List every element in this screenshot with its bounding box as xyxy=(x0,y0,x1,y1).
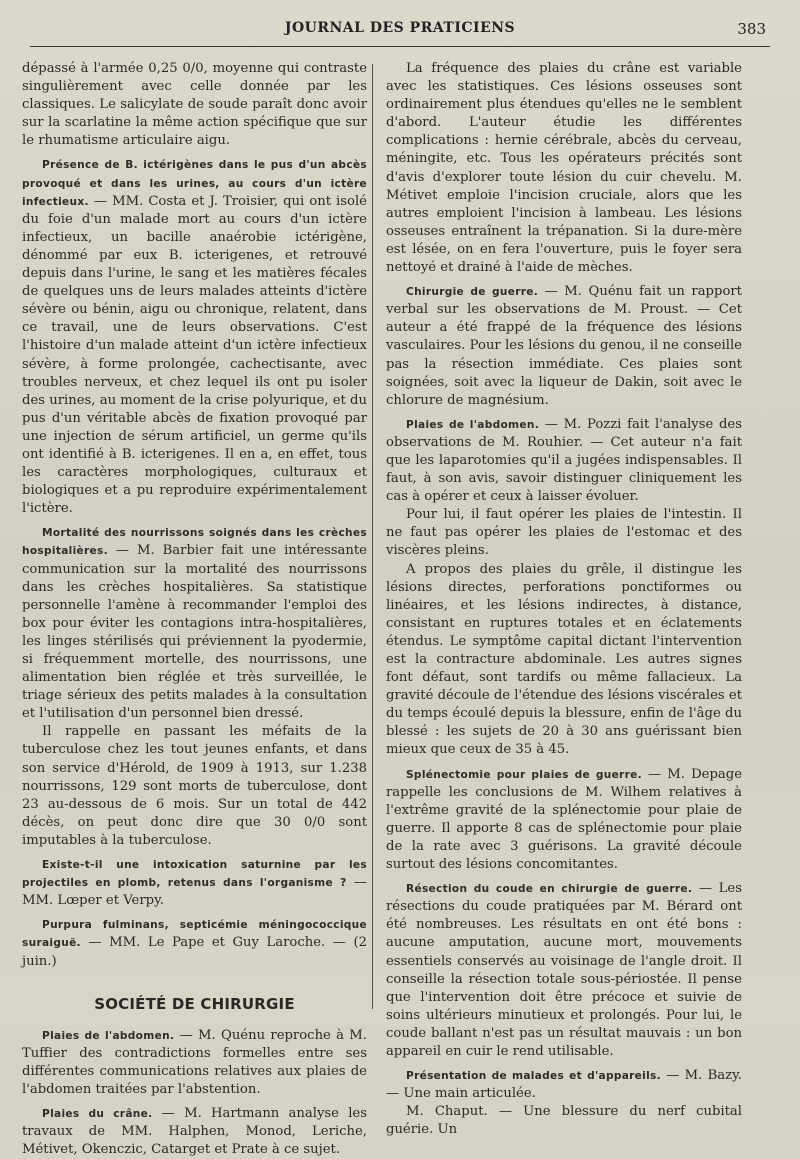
article-saturnisme xyxy=(22,856,367,910)
article-plaies-abdomen xyxy=(22,1027,367,1099)
article-presentation xyxy=(386,1067,742,1103)
section-text: — MM. Costa et J. Troisier, qui ont isolé du foie d'un malade mort au cours d'un ictère infectieux, un bacille anaérobie ictérigène, dénommé par eux B. icterigenes, et retrouvé depuis dans l'urine, le sang et les matières fécales de quelques uns de leurs malades atteints d'ictère sévère ou bénin, aigu ou chronique, relatent, dans ce travail, une de leurs observations. C'est l'histoire d'un malade atteint d'un ictère infectieux sévère, à forme prolongée, cachectisante, avec troubles nerveux, et chez lequel ils ont pu isoler des urines, au moment de la crise polyurique, et du pus d'un véritable abcès de fixation provoqué par une injection de sérum artificiel, un germe qu'ils ont identifié à B. icterigenes. Il en a, en effet, tous les caractères morphologiques, culturaux et biologiques et a pu reproduire expérimentalement l'ictère. xyxy=(22,193,367,517)
section-heading: Mortalité des nourrissons soignés dans les crèches hospitalières. xyxy=(22,527,367,558)
page-number: 383 xyxy=(737,20,766,38)
article-plaies-abdomen-pozzi xyxy=(386,416,742,506)
article-ictere xyxy=(22,156,367,518)
right-column xyxy=(386,60,742,1139)
section-heading: Présence de B. ictérigènes dans le pus d'un abcès provoqué et dans les urines, au cours d'un ictère infectieux. xyxy=(22,159,367,208)
section-text: — M. Quénu fait un rapport verbal sur les observations de M. Proust. — Cet auteur a été frappé de la fréquence des lésions vasculaires. Pour les lésions du genou, il ne conseille pas la résection immédiate. Ces plaies sont soignées, soit avec la liqueur de Dakin, soit avec le chlorure de magnésium. xyxy=(386,284,742,408)
article-splenectomie xyxy=(386,766,742,875)
section-text: — MM. Le Pape et Guy Laroche. — (2 juin.) xyxy=(22,935,367,969)
section-text: — M. Pozzi fait l'analyse des observations de M. Rouhier. — Cet auteur n'a fait que les laparotomies qu'il a jugées indispensables. Il faut, à son avis, savoir distinguer cliniquement les cas à opérer et ceux à laisser évoluer. xyxy=(386,416,743,505)
paragraph: A propos des plaies du grêle, il distingue les lésions directes, perforations ponctiformes ou linéaires, et les lésions indirectes, à distance, consistant en ruptures totales et en éclatements étendus. Le symptôme capital dictant l'intervention est la contracture abdominale. Les autres signes font défaut, sont tardifs ou même fallacieux. La gravité découle de l'étendue des lésions viscérales et du temps écoulé depuis la blessure, enfin de l'âge du blessé : les sujets de 20 à 30 ans guérissant bien mieux que ceux de 35 à 45. xyxy=(386,561,742,758)
section-text: — M. Barbier fait une intéressante communication sur la mortalité des nourrissons dans les crèches hospitalières. Sa statistique personnelle l'amène à recommander l'emploi des box pour éviter les contagions intra-hospitalières, les linges stérilisés qui préviennent la pyodermie, si fréquemment mortelle, des nourrissons, une alimentation bien réglée et très surveillée, le triage sérieux des petits malades à la consultation et l'utilisation d'un personnel bien dressé. xyxy=(22,543,367,722)
section-heading: Plaies de l'abdomen. xyxy=(406,418,540,431)
section-text: — M. Depage rappelle les conclusions de M. Wilhem relatives à l'extrême gravité de la splénectomie pour plaie de guerre. Il apporte 8 cas de splénectomie pour plaie de la rate avec 3 guérisons. La gravité découle surtout des lésions concomitantes. xyxy=(386,766,742,873)
section-heading: Purpura fulminans, septicémie méningococcique suraiguë. xyxy=(22,919,367,950)
section-heading: Plaies de l'abdomen. xyxy=(42,1029,175,1042)
section-text: — M. Hartmann analyse les travaux de MM. Halphen, Monod, Leriche, Métivet, Okenczic, Catarget et Prate à ce sujet. xyxy=(22,1106,367,1158)
paragraph-continuation: dépassé à l'armée 0,25 0/0, moyenne qui contraste singulièrement avec celle donnée par les classiques. Le salicylate de soude paraît donc avoir sur la scarlatine la même action spécifique que sur le rhumatisme articulaire aigu. xyxy=(22,61,367,149)
article-resection-coude xyxy=(386,880,742,1061)
column-rule xyxy=(372,64,373,1009)
section-heading: Chirurgie de guerre. xyxy=(406,286,539,299)
article-plaies-crane xyxy=(22,1105,367,1159)
section-text: — M. Quénu reproche à M. Tuffier des contradictions formelles entre ses différentes communications relatives aux plaies de l'abdomen traitées par l'abstention. xyxy=(22,1027,367,1097)
section-heading: Présentation de malades et d'appareils. xyxy=(406,1070,661,1083)
paragraph: Pour lui, il faut opérer les plaies de l'intestin. Il ne faut pas opérer les plaies de l'estomac et des viscères pleins. xyxy=(386,507,742,559)
societe-chirurgie-title: SOCIÉTÉ DE CHIRURGIE xyxy=(94,994,295,1013)
paragraph: Il rappelle en passant les méfaits de la tuberculose chez les tout jeunes enfants, et dans son service d'Hérold, de 1909 à 1913, sur 1.238 nourrissons, 129 sont morts de tuberculose, dont 23 au-dessous de 6 mois. Sur un total de 442 décès, on peut donc dire que 30 0/0 sont imputables à la tuberculose. xyxy=(22,724,367,848)
section-text: — Les résections du coude pratiquées par M. Bérard ont été nombreuses. Les résultats en ont été bons : aucune amputation, aucune mort, mouvements essentiels conservés au voisinage de l'angle droit. Il conseille la résection totale sous-périostée. Il pense que l'intervention doit être précoce et suivie de soins ultérieurs minutieux et prolongés. Pour lui, le coude ballant n'est pas un résultat mauvais : un bon appareil en cuir le rend utilisable. xyxy=(386,881,742,1059)
journal-title: JOURNAL DES PRATICIENS xyxy=(284,20,516,36)
running-header xyxy=(30,10,770,47)
section-text: — MM. Lœper et Verpy. xyxy=(22,875,367,909)
left-column xyxy=(22,60,367,1159)
article-purpura xyxy=(22,916,367,970)
article-mortalite xyxy=(22,524,367,723)
article-chirurgie-guerre xyxy=(386,283,742,410)
paragraph: La fréquence des plaies du crâne est variable avec les statistiques. Ces lésions osseuses sont ordinairement plus étendues qu'elles ne le semblent d'abord. L'auteur étudie les différentes complications : hernie cérébrale, abcès du cerveau, méningite, etc. Tous les opérateurs précités sont d'avis d'explorer toute lésion du cuir chevelu. M. Métivet emploie l'incision cruciale, alors que les autres emploient l'incision à lambeau. Les lésions osseuses entraînent la trépanation. Si la dure-mère est lésée, on en fera l'ouverture, puis le foyer sera nettoyé et drainé à l'aide de mèches. xyxy=(386,61,742,276)
section-heading: Splénectomie pour plaies de guerre. xyxy=(406,768,642,781)
section-heading: Plaies du crâne. xyxy=(42,1108,153,1121)
section-heading: Résection du coude en chirurgie de guerre. xyxy=(406,883,693,896)
paragraph: M. Chaput. — Une blessure du nerf cubital guérie. Un xyxy=(386,1104,742,1138)
section-text: — M. Bazy. — Une main articulée. xyxy=(386,1068,742,1102)
section-heading: Existe-t-il une intoxication saturnine par les projectiles en plomb, retenus dans l'organisme ? xyxy=(22,859,367,890)
